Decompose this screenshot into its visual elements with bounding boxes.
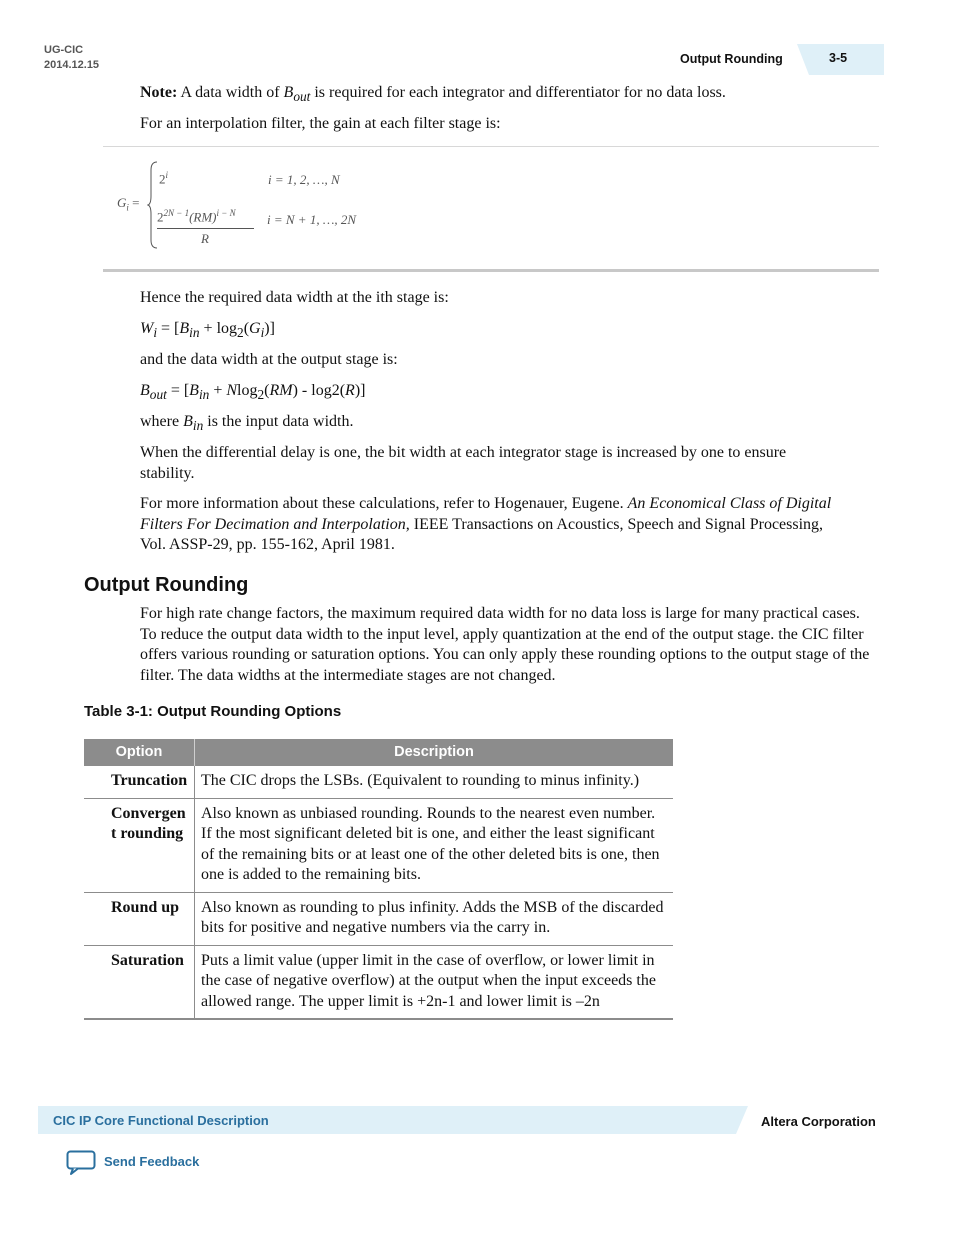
rounding-options-table [84,739,673,1020]
bout-equation: $B_{out} = [B_{in} + Nlog_2(RM) - \log 2(R)]$ [140,382,366,403]
formula-case1-expr: 2$^i$ [159,170,169,187]
table-row [84,798,673,892]
description-cell: Also known as unbiased rounding. Rounds to the nearest even number. If the most significant deleted bit is one, and either the least significant of the remaining bits or at least one of the other deleted bits is one, then one is added to the remaining bits. [195,798,674,892]
header-description: Description [195,739,674,766]
note-text-pre: A data width of [180,84,284,101]
header-option: Option [84,739,195,766]
formula-rule-bottom [103,269,879,272]
formula-rule-top [103,146,879,147]
formula-case2-cond: i = N + 1, …, 2N [267,212,357,227]
option-cell: Convergent rounding [84,798,195,892]
output-stage-text: and the data width at the output stage is: [140,351,398,368]
note-var-sub: out [293,89,311,105]
formula-case2-den: R [201,231,209,246]
formula-case1-cond: i = 1, 2, …, N [268,172,340,187]
footer-company: Altera Corporation [761,1114,876,1129]
section-paragraph: For high rate change factors, the maximum required data width for no data loss is large for many practical cases. To reduce the output data width to the input level, apply quantization at the end of the output stage. the CIC filter offers various rounding or saturation options. You can only apply these rounding options to the output stage of the filter. The data widths at the intermediate stages are not changed. [140,605,870,684]
delay-text: When the differential delay is one, the bit width at each integrator stage is increased by one to ensure stability. [140,444,787,482]
table-row [84,892,673,945]
formula-lhs: $G_i$ = [117,195,140,213]
where-text: where $B_{in}$ is the input data width. [140,413,354,434]
wi-equation: $W_i = [B_{in} + \log_2(G_i)]$ [140,320,275,341]
speech-bubble-icon[interactable] [66,1150,96,1176]
reference-text: For more information about these calculations, refer to Hogenauer, Eugene. An Economical Class of Digital Filters For Decimation and Interpolation, IEEE Transactions on Acoustics, Speech and Signal Processing, Vol. ASSP-29, pp. 155-162, April 1981. [140,495,832,553]
table-row [84,766,673,798]
option-cell: Round up [84,892,195,945]
description-cell: The CIC drops the LSBs. (Equivalent to rounding to minus infinity.) [195,766,674,798]
description-cell: Also known as rounding to plus infinity. Adds the MSB of the discarded bits for positive and negative numbers via the carry in. [195,892,674,945]
fraction-bar [157,228,254,229]
footer-chapter-link[interactable]: CIC IP Core Functional Description [53,1113,269,1128]
reference-title: An Economical Class of Digital Filters For Decimation and Interpolation, [140,495,832,533]
page-number: 3-5 [829,51,848,65]
hence-text: Hence the required data width at the ith stage is: [140,289,449,306]
note-text-post: is required for each integrator and differentiator for no data loss. [310,84,726,101]
doc-date: 2014.12.15 [44,59,100,71]
description-cell: Puts a limit value (upper limit in the case of overflow, or lower limit in the case of negative overflow) at the output when the input exceeds the allowed range. The upper limit is +2n-1 and lower limit is –2n [195,945,674,1019]
table-row [84,945,673,1019]
table-caption: Table 3-1: Output Rounding Options [84,703,342,720]
note-var: B [283,84,294,101]
send-feedback-link[interactable]: Send Feedback [104,1154,200,1169]
formula-case2-num: $2^{2N - 1}(RM)^{i - N}$ [157,208,236,225]
note [140,83,726,108]
intro-gain: For an interpolation filter, the gain at each filter stage is: [140,115,501,132]
gain-formula [103,150,403,262]
doc-id: UG-CIC [44,44,84,56]
option-cell: Truncation [84,766,195,798]
doc-id-block [44,43,99,73]
note-label: Note: [140,84,178,101]
section-heading: Output Rounding [84,574,249,596]
header-section-title: Output Rounding [680,52,783,66]
table-header-row [84,739,673,766]
left-brace [147,160,159,250]
option-cell: Saturation [84,945,195,1019]
